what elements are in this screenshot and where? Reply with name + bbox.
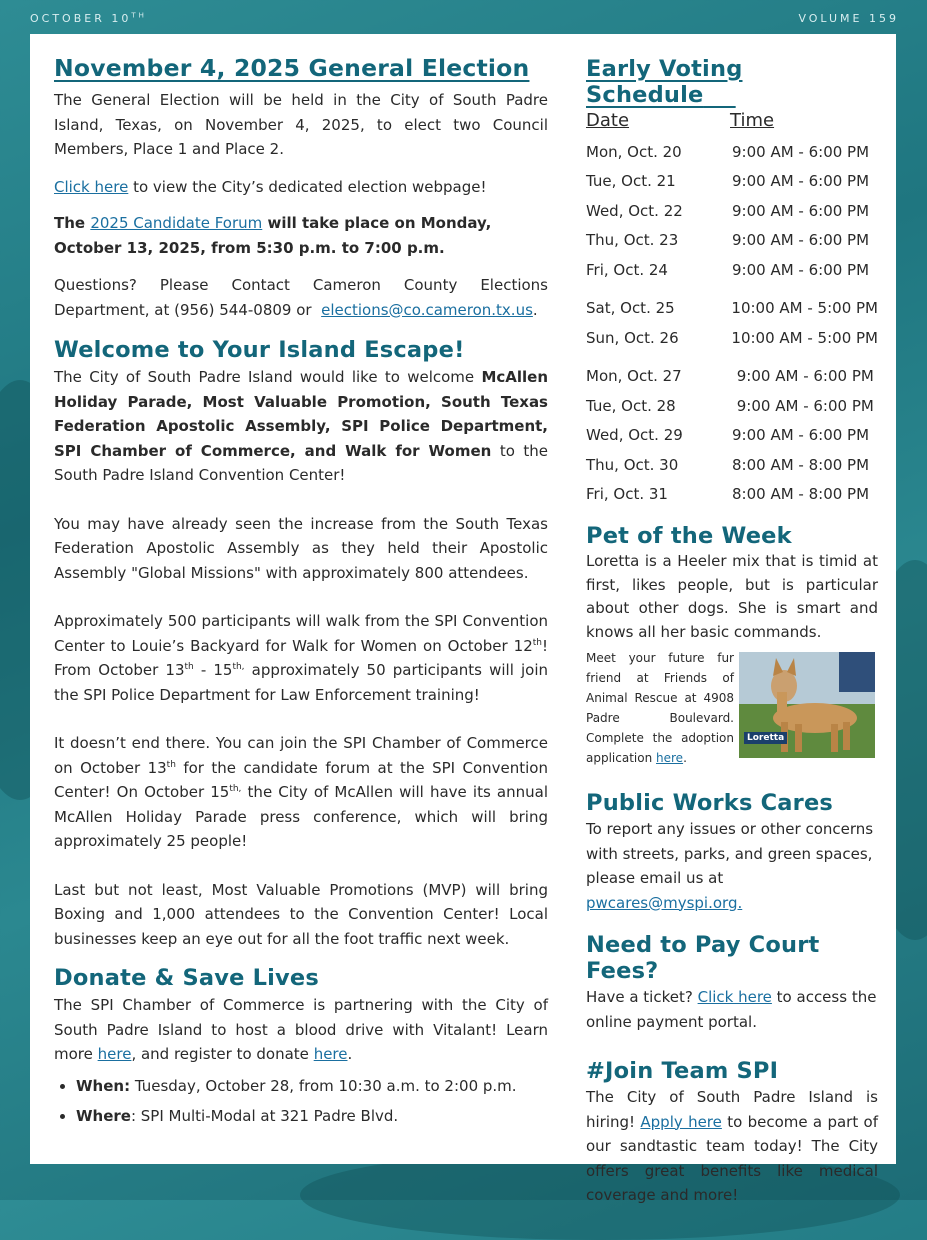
schedule-time: 8:00 AM - 8:00 PM — [732, 455, 870, 474]
schedule-date: Tue, Oct. 28 — [586, 396, 676, 415]
election-webpage-link[interactable]: Click here — [54, 177, 129, 196]
election-link-paragraph: Click here to view the City’s dedicated election webpage! — [54, 177, 487, 196]
join-team-title: #Join Team SPI — [586, 1058, 779, 1084]
election-section — [54, 54, 548, 322]
court-fees-paragraph: Have a ticket? Click here to access the online payment portal. — [586, 988, 877, 1031]
welcome-paragraph-4: It doesn’t end there. You can join the SPI Chamber of Commerce on October 13th for the candidate forum at the SPI Convention Center! On October $15^{th,}$ the City of McAllen will have its annual McAllen Holiday Parade press conference, which will bring approximately 25 people! — [54, 734, 548, 850]
table-row — [586, 196, 878, 226]
table-row — [586, 480, 878, 510]
welcome-section — [54, 337, 548, 951]
schedule-time: 10:00 AM - 5:00 PM — [731, 328, 878, 347]
table-row — [586, 450, 878, 480]
left-column — [54, 54, 548, 1131]
candidate-forum-paragraph: The 2025 Candidate Forum will take place on Monday, October 13, 2025, from 5:30 p.m. to 7:00 p.m. — [54, 214, 492, 257]
donate-paragraph: The SPI Chamber of Commerce is partnering with the City of South Padre Island to host a blood drive with Vitalant! Learn more here, and register to donate here. — [54, 996, 548, 1063]
schedule-date: Fri, Oct. 24 — [586, 260, 668, 279]
schedule-time: 9:00 AM - 6:00 PM — [732, 260, 870, 279]
newsletter-page — [30, 34, 896, 1204]
right-column — [586, 56, 878, 1208]
pet-adoption-text: Meet your future fur friend at Friends of Animal Rescue at 4908 Padre Boulevard. Complete the adoption application here. — [586, 651, 734, 765]
schedule-time-header: Time — [730, 110, 775, 131]
table-row — [586, 323, 878, 353]
issue-date: OCTOBER 10TH — [30, 11, 147, 25]
welcome-paragraph-2: You may have already seen the increase from the South Texas Federation Apostolic Assembly as they held their Apostolic Assembly "Global Missions" with approximately 800 attendees. — [54, 514, 548, 582]
pet-adoption-block — [586, 648, 878, 768]
schedule-group-gap — [586, 353, 878, 362]
welcome-paragraph-1: The City of South Padre Island would like to welcome McAllen Holiday Parade, Most Valuable Promotion, South Texas Federation Apostolic Assembly, SPI Police Department, SPI Chamber of Commerce, and Walk for Women to the South Padre Island Convention Center! — [54, 368, 548, 484]
schedule-date: Mon, Oct. 27 — [586, 367, 682, 386]
elections-contact-paragraph: Questions? Please Contact Cameron County Elections Department, at (956) 544-0809 or elections@co.cameron.tx.us. — [54, 276, 548, 319]
election-title: November 4, 2025 General Election — [54, 54, 530, 82]
schedule-date: Thu, Oct. 23 — [586, 231, 679, 250]
pet-name-label: Loretta — [744, 732, 787, 744]
donate-section — [54, 965, 548, 1131]
list-item: • When: Tuesday, October 28, from 10:30 a.m. to 2:00 p.m. — [76, 1071, 548, 1101]
table-row — [586, 294, 878, 324]
court-fees-title: Need to Pay Court Fees? — [586, 932, 820, 984]
table-row — [586, 167, 878, 197]
schedule-date: Wed, Oct. 29 — [586, 426, 683, 445]
register-donate-link[interactable]: here — [313, 1045, 348, 1063]
candidate-forum-link[interactable]: 2025 Candidate Forum — [90, 214, 263, 232]
join-team-section — [586, 1058, 878, 1208]
welcome-title: Welcome to Your Island Escape! — [54, 337, 465, 363]
schedule-date: Thu, Oct. 30 — [586, 455, 679, 474]
pet-section — [586, 523, 878, 768]
table-row — [586, 255, 878, 285]
learn-more-link[interactable]: here — [97, 1045, 132, 1063]
table-row — [586, 362, 878, 392]
donate-details-list — [54, 1071, 548, 1131]
apply-here-link[interactable]: Apply here — [640, 1112, 722, 1131]
early-voting-section — [586, 56, 878, 509]
public-works-section — [586, 790, 878, 915]
adoption-application-link[interactable]: here — [656, 751, 684, 765]
welcome-paragraph-5: Last but not least, Most Valuable Promotions (MVP) will bring Boxing and 1,000 attendees to the Convention Center! Local businesses keep an eye out for all the foot traffic next week. — [54, 880, 548, 948]
pet-description: Loretta is a Heeler mix that is timid at first, likes people, but is particular about other dogs. She is smart and knows all her basic commands. — [586, 552, 878, 641]
schedule-time: 10:00 AM - 5:00 PM — [731, 299, 878, 318]
table-row — [586, 137, 878, 167]
list-item: • Where: SPI Multi-Modal at 321 Padre Blvd. — [76, 1101, 548, 1131]
join-team-paragraph: The City of South Padre Island is hiring! Apply here to become a part of our sandtastic team today! The City offers great benefits like medical coverage and more! — [586, 1088, 879, 1204]
election-paragraph: The General Election will be held in the City of South Padre Island, Texas, on November 4, 2025, to elect two Council Members, Place 1 and Place 2. — [54, 91, 548, 158]
table-row — [586, 421, 878, 451]
schedule-group-gap — [586, 285, 878, 294]
schedule-date: Fri, Oct. 31 — [586, 485, 668, 504]
schedule-table — [586, 137, 878, 509]
pet-title: Pet of the Week — [586, 523, 792, 549]
schedule-date: Wed, Oct. 22 — [586, 201, 683, 220]
schedule-date: Sat, Oct. 25 — [586, 299, 675, 318]
schedule-header — [586, 110, 878, 134]
schedule-time: 9:00 AM - 6:00 PM — [732, 231, 870, 250]
donate-title: Donate & Save Lives — [54, 965, 319, 991]
issue-volume: VOLUME 159 — [798, 12, 899, 25]
schedule-time: 8:00 AM - 8:00 PM — [732, 485, 870, 504]
schedule-time: 9:00 AM - 6:00 PM — [732, 367, 874, 386]
schedule-time: 9:00 AM - 6:00 PM — [732, 201, 870, 220]
table-row — [586, 391, 878, 421]
early-voting-title: Early Voting Schedule — [586, 56, 743, 108]
schedule-time: 9:00 AM - 6:00 PM — [732, 426, 870, 445]
payment-portal-link[interactable]: Click here — [697, 988, 772, 1006]
schedule-time: 9:00 AM - 6:00 PM — [732, 172, 870, 191]
court-fees-section — [586, 932, 878, 1034]
public-works-paragraph: To report any issues or other concerns with streets, parks, and green spaces, please email us at pwcares@myspi.org. — [586, 820, 874, 912]
schedule-time: 9:00 AM - 6:00 PM — [732, 396, 874, 415]
schedule-date-header: Date — [586, 110, 630, 131]
elections-email-link[interactable]: elections@co.cameron.tx.us — [321, 300, 533, 319]
schedule-date: Sun, Oct. 26 — [586, 328, 679, 347]
public-works-title: Public Works Cares — [586, 790, 834, 816]
welcome-paragraph-3: Approximately 500 participants will walk from the SPI Convention Center to Louie’s Backyard for Walk for Women on October 12th! From October $13th - 15^{th,}$ approximately 50 participants will join the SPI Police Department for Law Enforcement training! — [54, 612, 548, 704]
schedule-time: 9:00 AM - 6:00 PM — [732, 142, 870, 161]
schedule-date: Tue, Oct. 21 — [586, 172, 676, 191]
schedule-date: Mon, Oct. 20 — [586, 142, 682, 161]
pwcares-email-link[interactable]: pwcares@myspi.org. — [586, 893, 743, 912]
newsletter-header — [0, 8, 927, 30]
pet-photo — [739, 652, 875, 758]
table-row — [586, 226, 878, 256]
